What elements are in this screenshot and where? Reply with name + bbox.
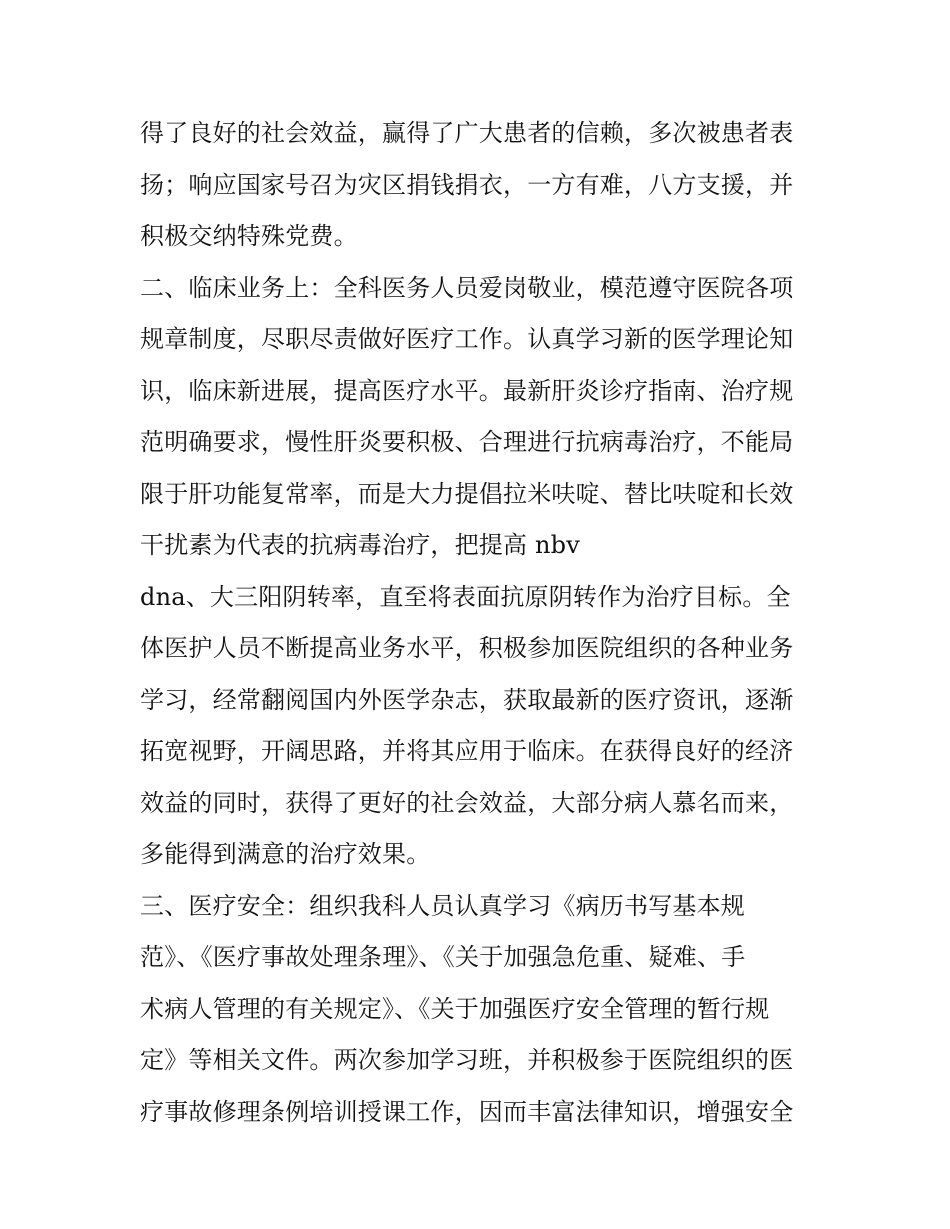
- text-line: 疗事故修理条例培训授课工作，因而丰富法律知识，增强安全: [140, 1097, 794, 1126]
- text-line: 范》、《医疗事故处理条理》、《关于加强急危重、疑难、手: [140, 943, 746, 971]
- text-line: 三、医疗安全：组织我科人员认真学习《病历书写基本规: [140, 891, 745, 920]
- text-line: 体医护人员不断提高业务水平，积极参加医院组织的各种业务: [140, 634, 794, 662]
- text-line: 得了良好的社会效益，赢得了广大患者的信赖，多次被患者表: [140, 119, 794, 147]
- text-line: 识，临床新进展，提高医疗水平。最新肝炎诊疗指南、治疗规: [140, 376, 794, 405]
- text-line: 扬；响应国家号召为灾区捐钱捐衣，一方有难，八方支援，并: [140, 170, 794, 199]
- text-line: 多能得到满意的治疗效果。: [140, 840, 431, 868]
- text-line: 干扰素为代表的抗病毒治疗，把提高 nbv: [140, 531, 581, 559]
- text-line: 效益的同时，获得了更好的社会效益，大部分病人慕名而来，: [140, 788, 794, 817]
- text-line: 拓宽视野，开阔思路，并将其应用于临床。在获得良好的经济: [140, 737, 794, 765]
- text-line: 学习，经常翻阅国内外医学杂志，获取最新的医疗资讯，逐渐: [140, 685, 794, 714]
- text-line: 范明确要求，慢性肝炎要积极、合理进行抗病毒治疗，不能局: [140, 428, 794, 456]
- text-line: 二、临床业务上：全科医务人员爱岗敬业，模范遵守医院各项: [140, 273, 794, 302]
- text-line: 限于肝功能复常率，而是大力提倡拉米呋啶、替比呋啶和长效: [140, 479, 794, 508]
- text-line: 规章制度，尽职尽责做好医疗工作。认真学习新的医学理论知: [140, 325, 794, 353]
- text-line: 定》等相关文件。两次参加学习班，并积极参于医院组织的医: [140, 1046, 794, 1074]
- text-line: 积极交纳特殊党费。: [140, 222, 358, 250]
- body-text: [140, 108, 820, 1138]
- text-line: dna、大三阳阴转率，直至将表面抗原阴转作为治疗目标。全: [140, 582, 791, 611]
- text-line: 术病人管理的有关规定》、《关于加强医疗安全管理的暂行规: [140, 994, 770, 1023]
